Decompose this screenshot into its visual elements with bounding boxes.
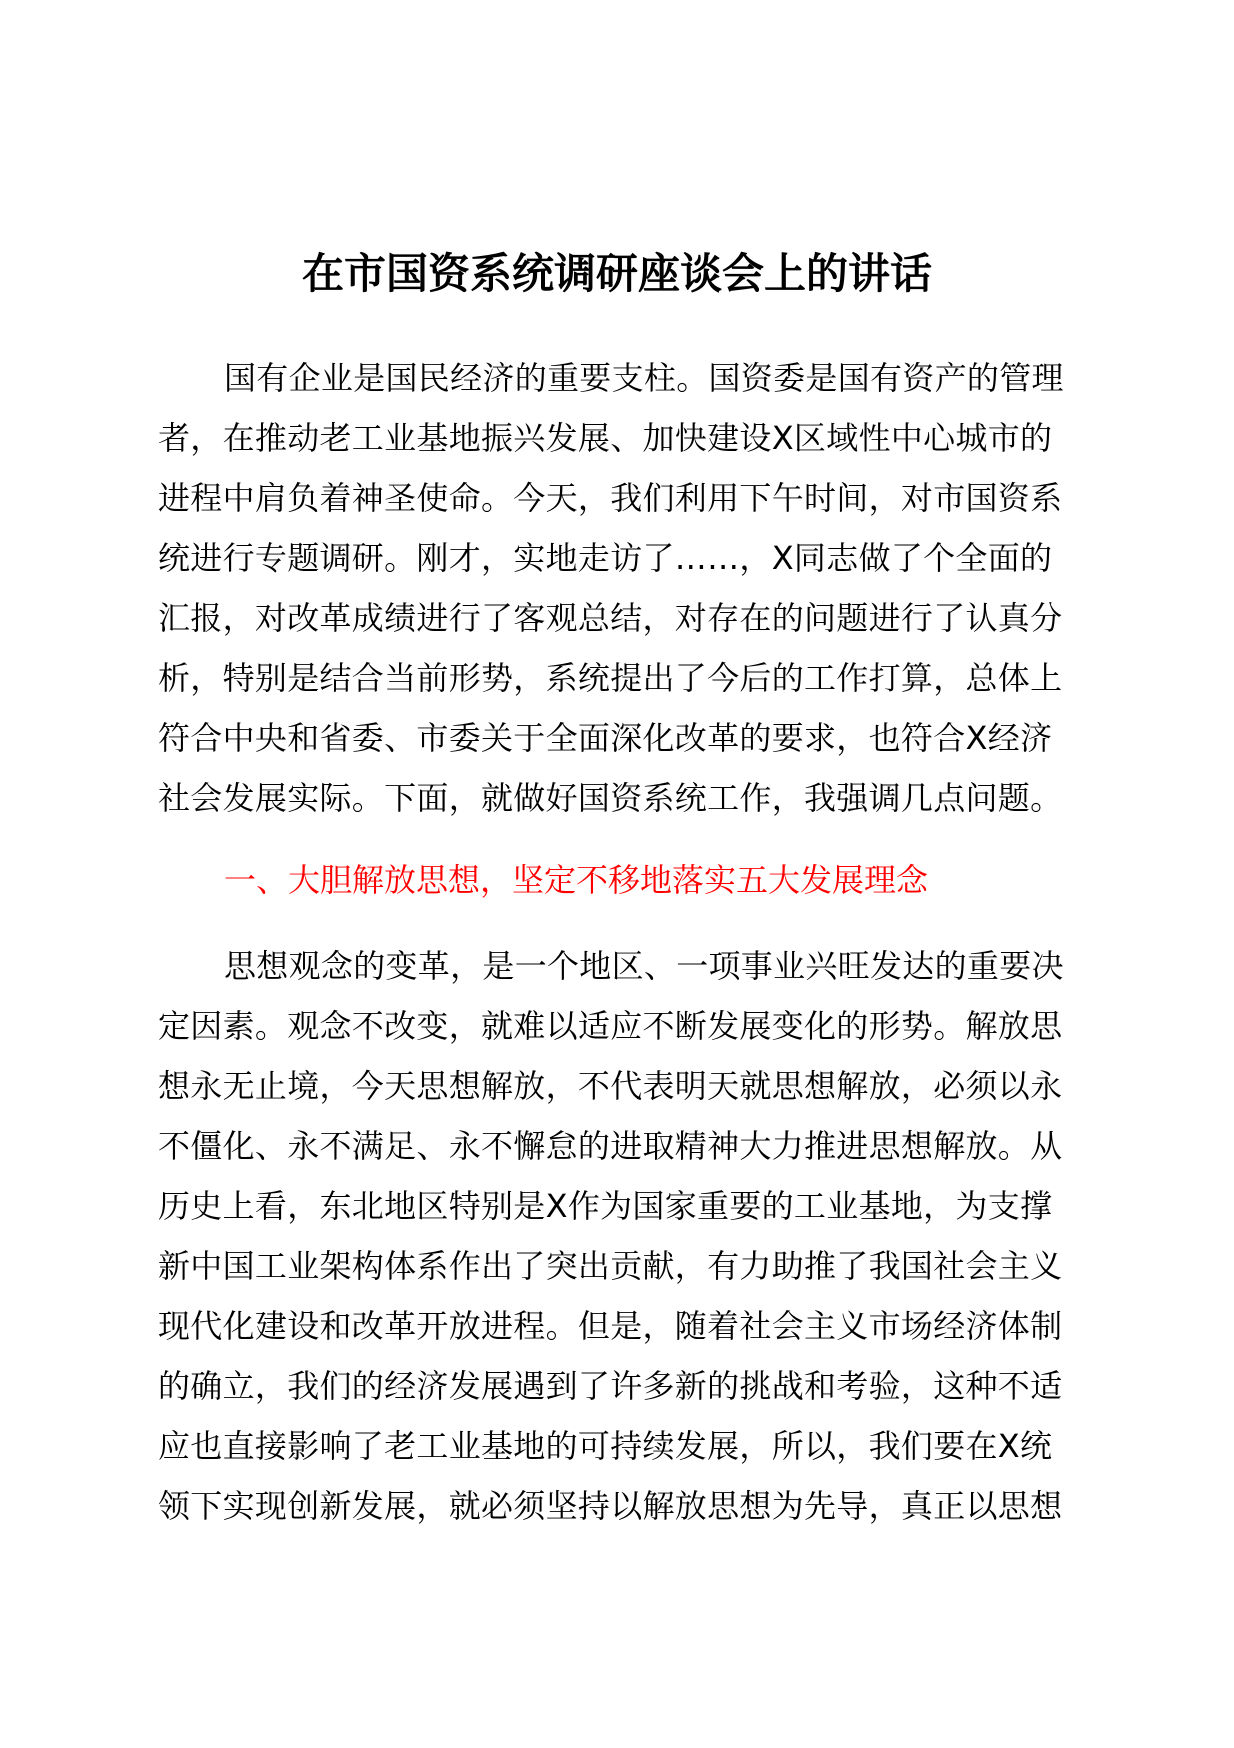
paragraph-line: 统进行专题调研。刚才，实地走访了……，X同志做了个全面的 xyxy=(158,539,1053,577)
paragraph-line: 者，在推动老工业基地振兴发展、加快建设X区域性中心城市的 xyxy=(158,419,1053,457)
paragraph-line: 历史上看，东北地区特别是X作为国家重要的工业基地，为支撑 xyxy=(158,1187,1053,1225)
paragraph-line: 不僵化、永不满足、永不懈怠的进取精神大力推进思想解放。从 xyxy=(158,1127,1063,1165)
section-heading: 一、大胆解放思想，坚定不移地落实五大发展理念 xyxy=(224,861,929,899)
paragraph-line: 国有企业是国民经济的重要支柱。国资委是国有资产的管理 xyxy=(224,359,1064,397)
paragraph-line: 析，特别是结合当前形势，系统提出了今后的工作打算，总体上 xyxy=(158,659,1063,697)
paragraph-line: 进程中肩负着神圣使命。今天，我们利用下午时间，对市国资系 xyxy=(158,479,1063,517)
paragraph-line: 符合中央和省委、市委关于全面深化改革的要求，也符合X经济 xyxy=(158,719,1053,757)
paragraph-line: 汇报，对改革成绩进行了客观总结，对存在的问题进行了认真分 xyxy=(158,599,1063,637)
document-title: 在市国资系统调研座谈会上的讲话 xyxy=(301,249,932,298)
paragraph-line: 思想观念的变革，是一个地区、一项事业兴旺发达的重要决 xyxy=(224,947,1064,985)
paragraph-line: 现代化建设和改革开放进程。但是，随着社会主义市场经济体制 xyxy=(158,1307,1063,1345)
paragraph-line: 社会发展实际。下面，就做好国资系统工作，我强调几点问题。 xyxy=(158,779,1063,817)
paragraph-line: 的确立，我们的经济发展遇到了许多新的挑战和考验，这种不适 xyxy=(158,1367,1063,1405)
paragraph-line: 领下实现创新发展，就必须坚持以解放思想为先导，真正以思想 xyxy=(158,1487,1063,1525)
paragraph-line: 应也直接影响了老工业基地的可持续发展，所以，我们要在X统 xyxy=(158,1427,1053,1465)
paragraph-line: 想永无止境，今天思想解放，不代表明天就思想解放，必须以永 xyxy=(158,1067,1063,1105)
paragraph-line: 新中国工业架构体系作出了突出贡献，有力助推了我国社会主义 xyxy=(158,1247,1063,1285)
paragraph-section-1 xyxy=(158,936,1103,1536)
paragraph-line: 定因素。观念不改变，就难以适应不断发展变化的形势。解放思 xyxy=(158,1007,1063,1045)
paragraph-intro xyxy=(158,348,1103,828)
